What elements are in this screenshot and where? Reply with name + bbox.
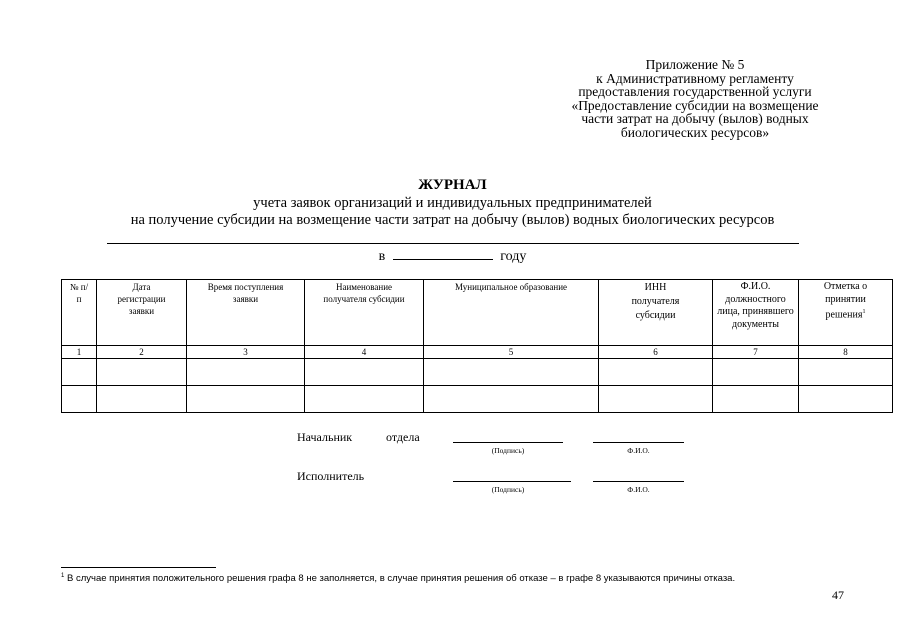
chief-label: Начальник: [297, 430, 353, 444]
column-number: 2: [97, 346, 187, 359]
year-line: [0, 247, 905, 265]
journal-subtitle-1: учета заявок организаций и индивидуальных предпринимателей: [253, 195, 652, 211]
year-suffix: году: [500, 249, 527, 264]
table-cell[interactable]: [187, 359, 305, 386]
table-cell[interactable]: [713, 359, 799, 386]
chief-name-caption: Ф.И.О.: [627, 446, 650, 455]
table-cell[interactable]: [62, 359, 97, 386]
chief-signature-line[interactable]: [453, 442, 563, 443]
executor-signature-line[interactable]: [453, 481, 571, 482]
header-cell-municipality: Муниципальное образование: [424, 280, 599, 346]
header-cell-decision: Отметка о принятии решения$^1$: [799, 280, 893, 346]
appendix-line: «Предоставление субсидии на возмещение: [571, 97, 819, 113]
table-cell[interactable]: [424, 359, 599, 386]
header-cell-number: № п/п: [62, 280, 97, 346]
table-cell[interactable]: [62, 386, 97, 413]
header-cell-date: Дата регистрации заявки: [97, 280, 187, 346]
chief-signature-caption: (Подпись): [491, 446, 525, 455]
table-cell[interactable]: [599, 359, 713, 386]
column-number: 3: [187, 346, 305, 359]
appendix-line: к Административному регламенту: [596, 70, 794, 86]
table-row: [62, 386, 893, 413]
table-cell[interactable]: [799, 386, 893, 413]
header-cell-recipient: Наименование получателя субсидии: [305, 280, 424, 346]
table-cell[interactable]: [305, 386, 424, 413]
executor-name-caption: Ф.И.О.: [627, 485, 650, 494]
appendix-line: предоставления государственной услуги: [578, 84, 812, 100]
column-number-row: [62, 346, 893, 359]
table-header-row: [62, 280, 893, 346]
appendix-line: Приложение № 5: [645, 57, 745, 72]
executor-label: Исполнитель: [297, 469, 365, 483]
journal-title: ЖУРНАЛ: [418, 177, 487, 193]
column-number: 1: [62, 346, 97, 359]
journal-subtitle-2: на получение субсидии на возмещение части затрат на добычу (вылов) водных биологических ресурсов: [130, 212, 775, 228]
executor-name-line[interactable]: [593, 481, 684, 482]
column-number: 6: [599, 346, 713, 359]
chief-name-line[interactable]: [593, 442, 684, 443]
column-number: 8: [799, 346, 893, 359]
table-cell[interactable]: [97, 359, 187, 386]
table-cell[interactable]: [305, 359, 424, 386]
header-cell-official: Ф.И.О. должностного лица, принявшего документы: [713, 280, 799, 346]
year-prefix: в: [378, 249, 386, 264]
table-row: [62, 359, 893, 386]
chief-label-department: отдела: [386, 430, 420, 444]
table-cell[interactable]: [424, 386, 599, 413]
footnote: [61, 573, 735, 584]
header-cell-time: Время поступления заявки: [187, 280, 305, 346]
executor-signature-caption: (Подпись): [491, 485, 525, 494]
table-cell[interactable]: [713, 386, 799, 413]
appendix-block: [540, 58, 850, 140]
table-cell[interactable]: [599, 386, 713, 413]
year-blank-field[interactable]: [393, 247, 493, 260]
table-cell[interactable]: [799, 359, 893, 386]
column-number: 5: [424, 346, 599, 359]
appendix-line: биологических ресурсов»: [620, 124, 770, 140]
journal-table: [61, 279, 893, 413]
footnote-mark: 1: [61, 573, 65, 579]
table-cell[interactable]: [187, 386, 305, 413]
table-cell[interactable]: [97, 386, 187, 413]
page-number: 47: [832, 588, 844, 602]
appendix-line: части затрат на добычу (вылов) водных: [581, 111, 809, 127]
column-number: 7: [713, 346, 799, 359]
footnote-separator: [61, 567, 216, 568]
column-number: 4: [305, 346, 424, 359]
footnote-text: В случае принятия положительного решения графа 8 не заполняется, в случае принятия решения об отказе – в графе 8 указываются причины отказа.: [64, 573, 736, 585]
title-underline: [107, 243, 799, 244]
header-cell-inn: ИНН получателя субсидии: [599, 280, 713, 346]
